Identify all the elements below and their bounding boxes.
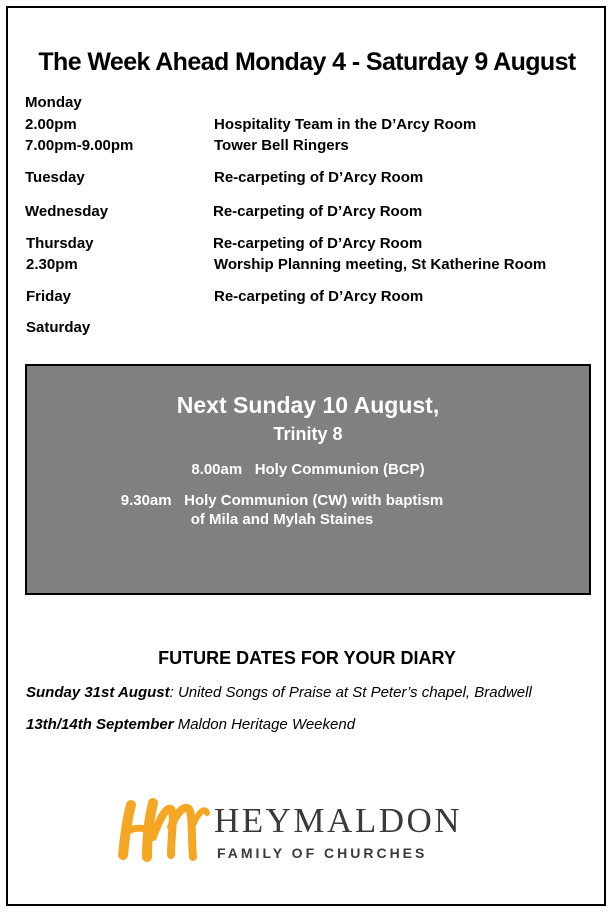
page-title: The Week Ahead Monday 4 - Saturday 9 August [38,48,576,76]
event-description: Re-carpeting of D’Arcy Room [214,288,424,305]
diary-item [26,684,532,701]
event-time: 7.00pm-9.00pm [25,137,134,154]
service-item-continued: of Mila and Mylah Staines [190,511,374,528]
event-description: Worship Planning meeting, St Katherine Room [214,256,547,273]
diary-text: Maldon Heritage Weekend [173,716,356,733]
brand-name: HEYMALDON [214,801,463,840]
event-description: Hospitality Team in the D’Arcy Room [214,116,477,133]
day-wednesday: Wednesday [25,203,109,220]
future-dates-heading: FUTURE DATES FOR YOUR DIARY [158,648,456,668]
diary-item [26,716,355,733]
next-sunday-subtitle: Trinity 8 [273,424,343,444]
day-saturday: Saturday [26,319,91,336]
event-description: Tower Bell Ringers [214,137,349,154]
event-description: Re-carpeting of D’Arcy Room [213,203,423,220]
diary-date: 13th/14th September [26,716,174,733]
event-time: 2.00pm [25,116,77,133]
day-thursday: Thursday [26,235,94,252]
day-monday: Monday [25,94,82,111]
day-friday: Friday [26,288,72,305]
brand-tagline: FAMILY OF CHURCHES [217,845,428,861]
event-time: 2.30pm [26,256,78,273]
heymaldon-logo-mark [113,797,213,867]
next-sunday-panel [25,364,591,595]
next-sunday-title: Next Sunday 10 August, [176,392,440,418]
day-tuesday: Tuesday [25,169,85,186]
service-item: 8.00am Holy Communion (BCP) [191,461,425,478]
event-description: Re-carpeting of D’Arcy Room [214,169,424,186]
event-description: Re-carpeting of D’Arcy Room [213,235,423,252]
diary-text: : United Songs of Praise at St Peter’s chapel, Bradwell [169,684,532,701]
service-item: 9.30am Holy Communion (CW) with baptism [120,492,444,509]
diary-date: Sunday 31st August [26,684,170,701]
